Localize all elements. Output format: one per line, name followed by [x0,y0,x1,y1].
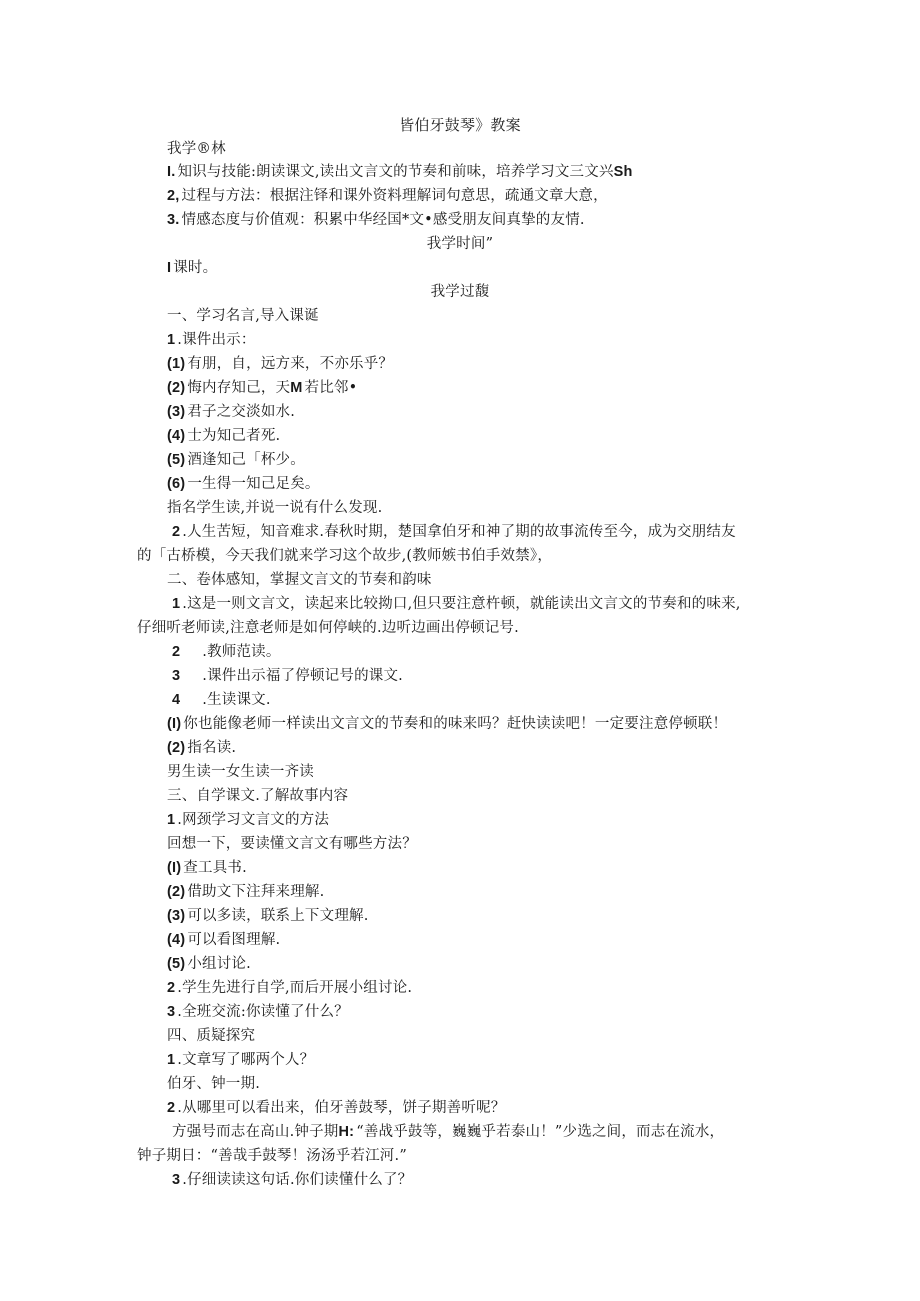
goal-2 [167,187,608,205]
part-3-item-3 [167,1003,349,1021]
quote-3-number: (3) [167,404,186,420]
method-5-text: 小组讨论. [187,956,251,972]
method-5-number: (5) [167,956,186,972]
goal-2-number: 2, [167,188,180,204]
method-3-text: 可以多读，联系上下文理解. [187,908,369,924]
method-4-text: 可以看图理解. [187,932,281,948]
method-1 [167,859,247,877]
quote-2-bold: M [290,380,303,396]
part-2-item-4-text: .生读课文. [202,692,271,708]
part-1-item-2-number: 2 [172,524,181,540]
part-2-item-4 [172,691,271,709]
part-3-item-3-text: .全班交流:你读懂了什么？ [177,1004,349,1020]
part-4-heading: 四、质疑探究 [167,1028,256,1044]
quote-1-text: 有朋，自，远方来，不亦乐乎？ [187,356,394,372]
part-2-item-1-text: .这是一则文言文，读起来比较拗口,但只要注意杵顿，就能读出文言文的节奏和的味来, [182,596,741,612]
quote-6-number: (6) [167,476,186,492]
part-4-quote-line-2: 钟子期日：“善哉手鼓琴！汤汤乎若江河.” [137,1148,407,1164]
quote-2-text: 悔内存知己，天 [187,380,291,396]
method-2-text: 借助文下注拜来理解. [187,884,325,900]
part-4-quote-bold: H: [338,1124,355,1140]
goal-2-text: 过程与方法：根据注铎和课外资料理解词句意思，疏通文章大意， [181,188,608,204]
quote-2-text-2: 若比邻• [304,380,358,396]
part-3-item-1 [167,811,329,829]
time-value-number: I [167,260,172,276]
part-4-quote-line-1 [172,1123,724,1141]
part-2-item-2-text: .教师范读。 [202,644,281,660]
part-1-item-1 [167,331,256,349]
method-4 [167,931,280,949]
part-1-item-2 [172,523,736,541]
part-2-item-3 [172,667,403,685]
method-5 [167,955,251,973]
method-3 [167,907,369,925]
part-4-item-1-answer: 伯牙、钟一期. [167,1076,261,1092]
part-2-item-1 [172,595,741,613]
part-2-item-3-number: 3 [172,668,181,684]
part-2-item-4-number: 4 [172,692,181,708]
method-1-text: 查工具书. [183,860,247,876]
method-4-number: (4) [167,932,186,948]
quote-5-number: (5) [167,452,186,468]
part-2-reading-order: 男生读一女生读一齐读 [167,764,314,780]
time-value-text: 课时。 [173,260,218,276]
goal-1-tail: Sh [613,164,633,180]
method-3-number: (3) [167,908,186,924]
quote-2 [167,379,357,397]
part-3-heading: 三、自学课文.了解故事内容 [167,788,349,804]
part-4-quote-text-2: “善战乎鼓等，巍巍乎若泰山！”少选之间，而志在流水， [356,1124,725,1140]
goal-1-number: I. [167,164,176,180]
section-heading-goals: 我学®林 [167,141,226,157]
quote-3 [167,403,295,421]
part-4-item-1-number: 1 [167,1052,176,1068]
goal-3-text: 情感态度与价值观：积累中华经国*文•感受朋友间真挚的友情. [181,212,585,228]
part-2-item-1-number: 1 [172,596,181,612]
quote-6-text: 一生得一知己足矣。 [187,476,320,492]
part-4-item-1 [167,1051,314,1069]
quote-4 [167,427,280,445]
part-2-item-3-text: .课件出示福了停顿记号的课文. [202,668,403,684]
document-title: 皆伯牙鼓琴》教案 [399,116,521,134]
section-heading-process: 我学过馥 [430,284,490,300]
part-4-item-2 [167,1099,505,1117]
part-2-item-2 [172,643,281,661]
method-2 [167,883,324,901]
part-1-item-1-number: 1 [167,332,176,348]
method-2-number: (2) [167,884,186,900]
part-1-item-2-text: .人生苦短，知音难求.春秋时期，楚国拿伯牙和神了期的故事流传至今，成为交朋结友 [182,524,736,540]
part-1-item-2-continued: 的「古桥模，今天我们就来学习这个故步,(教师嫉书伯手效禁》， [137,548,553,564]
part-2-sub-2 [167,739,236,757]
quote-1 [167,355,393,373]
part-2-item-2-number: 2 [172,644,181,660]
quote-5-text: 酒逢知己「杯少。 [187,452,305,468]
part-3-item-1-text: .网颈学习文言文的方法 [177,812,330,828]
goal-3 [167,211,585,229]
quote-1-number: (1) [167,356,186,372]
part-3-item-2 [167,979,412,997]
quote-6 [167,475,320,493]
method-1-number: (I) [167,860,182,876]
part-1-note: 指名学生读,并说一说有什么发现. [167,500,383,516]
part-3-question: 回想一下，要读懂文言文有哪些方法？ [167,836,417,852]
quote-3-text: 君子之交淡如水. [187,404,296,420]
part-2-item-1-continued: 仔细听老师读,注意老师是如何停峡的.边听边画出停顿记号. [137,620,519,636]
part-3-item-3-number: 3 [167,1004,176,1020]
part-4-quote-text-1: 方强号而志在高山.钟子期 [172,1124,339,1140]
quote-2-number: (2) [167,380,186,396]
part-4-item-2-number: 2 [167,1100,176,1116]
part-2-heading: 二、卷体感知，掌握文言文的节奏和韵味 [167,572,432,588]
part-2-sub-1-text: 你也能像老师一样读出文言文的节奏和的味来吗？赶快读读吧！一定要注意停顿联！ [183,716,728,732]
time-value [167,259,217,277]
goal-3-number: 3. [167,212,180,228]
part-1-item-1-text: .课件出示： [177,332,256,348]
part-1-heading: 一、学习名言,导入课诞 [167,308,319,324]
part-3-item-2-number: 2 [167,980,176,996]
part-3-item-1-number: 1 [167,812,176,828]
quote-4-number: (4) [167,428,186,444]
part-4-item-1-text: .文章写了哪两个人？ [177,1052,315,1068]
goal-1 [167,163,635,181]
quote-5 [167,451,305,469]
part-2-sub-1 [167,715,727,733]
part-2-sub-2-text: 指名读. [187,740,237,756]
quote-4-text: 士为知己者死. [187,428,281,444]
section-heading-time: 我学时间” [426,236,494,252]
goal-1-text: 知识与技能:朗读课文,读出文言文的节奏和前味，培养学习文三文兴 [177,164,614,180]
part-2-sub-2-number: (2) [167,740,186,756]
part-4-item-3-text: .仔细读读这句话.你们读懂什么了？ [182,1172,413,1188]
part-4-item-3-number: 3 [172,1172,181,1188]
part-4-item-2-text: .从哪里可以看出来，伯牙善鼓琴，饼子期善听呢？ [177,1100,506,1116]
part-3-item-2-text: .学生先进行自学,而后开展小组讨论. [177,980,413,996]
part-2-sub-1-number: (I) [167,716,182,732]
part-4-item-3 [172,1171,412,1189]
